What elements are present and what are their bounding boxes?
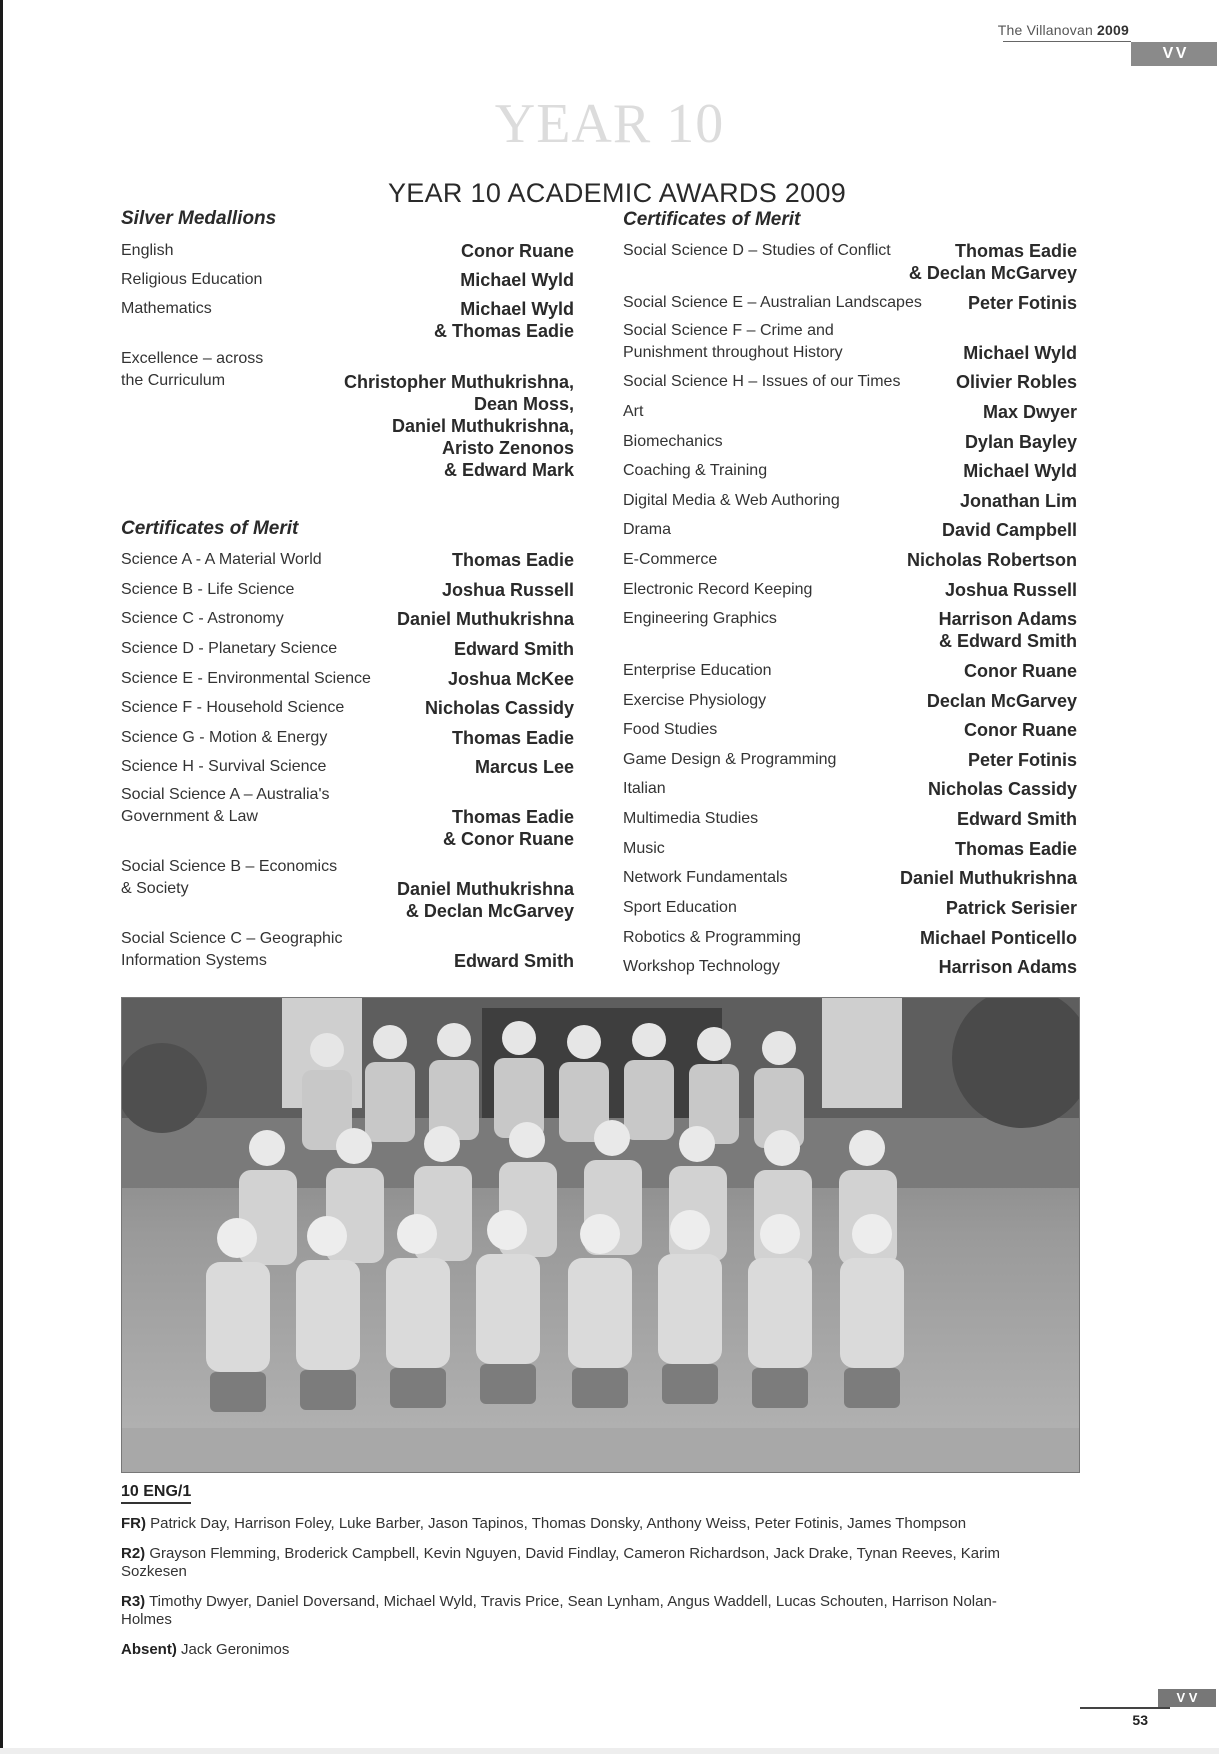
award-recipient: Harrison Adams	[938, 957, 1077, 977]
award-recipient: Peter Fotinis	[967, 750, 1077, 770]
award-subject: Enterprise Education	[623, 662, 772, 679]
header-rule	[1003, 41, 1131, 42]
award-recipient: Daniel Muthukrishna	[396, 609, 574, 629]
award-recipient: Christopher Muthukrishna, Dean Moss, Daniel Muthukrishna, Aristo Zenonos & Edward Mark	[343, 372, 574, 480]
award-subject: Excellence – across the Curriculum	[121, 350, 264, 389]
caption-row-prefix: FR)	[121, 1515, 146, 1532]
award-recipient: Daniel Muthukrishna & Declan McGarvey	[396, 879, 574, 921]
award-subject: Science A - A Material World	[121, 551, 322, 568]
caption-row-prefix: Absent)	[121, 1641, 177, 1658]
caption-row-names: Patrick Day, Harrison Foley, Luke Barber, Jason Tapinos, Thomas Donsky, Anthony Weiss, Peter Fotinis, James Thompson	[150, 1515, 967, 1532]
caption-row-names: Jack Geronimos	[181, 1641, 290, 1658]
award-subject: Network Fundamentals	[623, 869, 788, 886]
award-subject: Science E - Environmental Science	[121, 670, 371, 687]
award-subject: Science H - Survival Science	[121, 758, 327, 775]
award-recipient: Michael Wyld	[460, 270, 574, 290]
award-recipient: Conor Ruane	[963, 661, 1077, 681]
award-subject: Science B - Life Science	[121, 581, 295, 598]
award-recipient: Edward Smith	[453, 639, 574, 659]
award-subject: Electronic Record Keeping	[623, 581, 813, 598]
award-subject: Social Science E – Australian Landscapes	[623, 294, 922, 311]
award-recipient: Thomas Eadie & Declan McGarvey	[908, 241, 1077, 283]
award-recipient: Patrick Serisier	[945, 898, 1077, 918]
footer-rule	[1080, 1707, 1170, 1709]
award-recipient: Dylan Bayley	[964, 432, 1077, 452]
award-recipient: Michael Wyld	[963, 343, 1077, 363]
award-recipient: Marcus Lee	[474, 757, 574, 777]
award-recipient: Jonathan Lim	[959, 491, 1077, 511]
award-recipient: Joshua Russell	[441, 580, 574, 600]
award-recipient: Daniel Muthukrishna	[899, 868, 1077, 888]
award-recipient: Nicholas Cassidy	[927, 779, 1077, 799]
publication-name: The Villanovan	[997, 22, 1093, 38]
awards-title: YEAR 10 ACADEMIC AWARDS 2009	[388, 178, 847, 208]
award-subject: Italian	[623, 780, 666, 797]
award-recipient: Declan McGarvey	[926, 691, 1077, 711]
award-subject: Science G - Motion & Energy	[121, 729, 328, 746]
award-subject: Game Design & Programming	[623, 751, 837, 768]
award-recipient: Michael Ponticello	[919, 928, 1077, 948]
award-subject: Digital Media & Web Authoring	[623, 492, 840, 509]
award-subject: Science F - Household Science	[121, 699, 345, 716]
award-recipient: Edward Smith	[453, 951, 574, 971]
award-recipient: Edward Smith	[956, 809, 1077, 829]
caption-row	[121, 1515, 1001, 1533]
award-subject: Science D - Planetary Science	[121, 640, 338, 657]
award-subject: Coaching & Training	[623, 462, 768, 479]
award-recipient: Thomas Eadie	[451, 550, 574, 570]
merit-heading-left: Certificates of Merit	[121, 518, 299, 539]
award-subject: Sport Education	[623, 899, 737, 916]
villanova-logo: V V	[1131, 42, 1217, 66]
page-title: YEAR 10	[494, 93, 725, 155]
award-recipient: Michael Wyld	[963, 461, 1077, 481]
caption-row-names: Grayson Flemming, Broderick Campbell, Kevin Nguyen, David Findlay, Cameron Richardson, Jack Drake, Tynan Reeves, Karim Sozkesen	[121, 1545, 1000, 1580]
award-recipient: Olivier Robles	[955, 372, 1077, 392]
award-subject: Engineering Graphics	[623, 610, 777, 627]
award-recipient: Harrison Adams & Edward Smith	[938, 609, 1077, 651]
merit-heading-right: Certificates of Merit	[623, 209, 801, 230]
caption-row-prefix: R3)	[121, 1593, 146, 1610]
award-recipient: Nicholas Cassidy	[424, 698, 574, 718]
award-recipient: Max Dwyer	[982, 402, 1077, 422]
caption-row-names: Timothy Dwyer, Daniel Doversand, Michael Wyld, Travis Price, Sean Lynham, Angus Waddell, Lucas Schouten, Harrison Nolan-Holmes	[121, 1593, 997, 1628]
award-subject: Drama	[623, 521, 672, 538]
award-recipient: Thomas Eadie	[954, 839, 1077, 859]
award-subject: Social Science H – Issues of our Times	[623, 373, 901, 390]
award-subject: Social Science D – Studies of Conflict	[623, 242, 891, 259]
class-photo	[121, 997, 1080, 1473]
award-subject: Social Science A – Australia's Government & Law	[121, 786, 330, 825]
caption-row	[121, 1545, 1001, 1581]
award-subject: Robotics & Programming	[623, 929, 801, 946]
award-subject: Exercise Physiology	[623, 692, 767, 709]
award-subject: Art	[623, 403, 644, 420]
running-header	[998, 22, 1129, 38]
page-number: 53	[1132, 1712, 1148, 1728]
award-subject: Social Science B – Economics & Society	[121, 858, 338, 897]
class-photo-illustration	[122, 998, 1079, 1472]
award-recipient: Nicholas Robertson	[906, 550, 1077, 570]
award-recipient: Michael Wyld & Thomas Eadie	[433, 299, 574, 341]
award-subject: English	[121, 242, 174, 259]
award-subject: E-Commerce	[623, 551, 718, 568]
award-subject: Religious Education	[121, 271, 263, 288]
page-bottom-edge	[0, 1748, 1219, 1754]
award-subject: Music	[623, 840, 665, 857]
award-subject: Workshop Technology	[623, 958, 780, 975]
caption-row-prefix: R2)	[121, 1545, 146, 1562]
award-subject: Science C - Astronomy	[121, 610, 284, 627]
footer-logo: V V	[1158, 1689, 1216, 1707]
award-recipient: Conor Ruane	[963, 720, 1077, 740]
award-subject: Biomechanics	[623, 433, 723, 450]
award-recipient: Thomas Eadie	[451, 728, 574, 748]
award-recipient: Peter Fotinis	[967, 293, 1077, 313]
caption-row	[121, 1593, 1001, 1629]
class-caption-heading: 10 ENG/1	[121, 1483, 191, 1504]
award-subject: Social Science C – Geographic Information Systems	[121, 930, 343, 969]
publication-year: 2009	[1097, 22, 1129, 38]
award-subject: Multimedia Studies	[623, 810, 759, 827]
page-binding-edge	[0, 0, 3, 1754]
award-subject: Food Studies	[623, 721, 718, 738]
award-recipient: Joshua McKee	[447, 669, 574, 689]
award-recipient: Joshua Russell	[944, 580, 1077, 600]
award-recipient: Conor Ruane	[460, 241, 574, 261]
award-subject: Mathematics	[121, 300, 212, 317]
caption-row	[121, 1641, 1001, 1659]
silver-medallions-heading: Silver Medallions	[121, 208, 277, 229]
award-recipient: Thomas Eadie & Conor Ruane	[442, 807, 574, 849]
award-recipient: David Campbell	[941, 520, 1077, 540]
award-subject: Social Science F – Crime and Punishment throughout History	[623, 322, 843, 361]
